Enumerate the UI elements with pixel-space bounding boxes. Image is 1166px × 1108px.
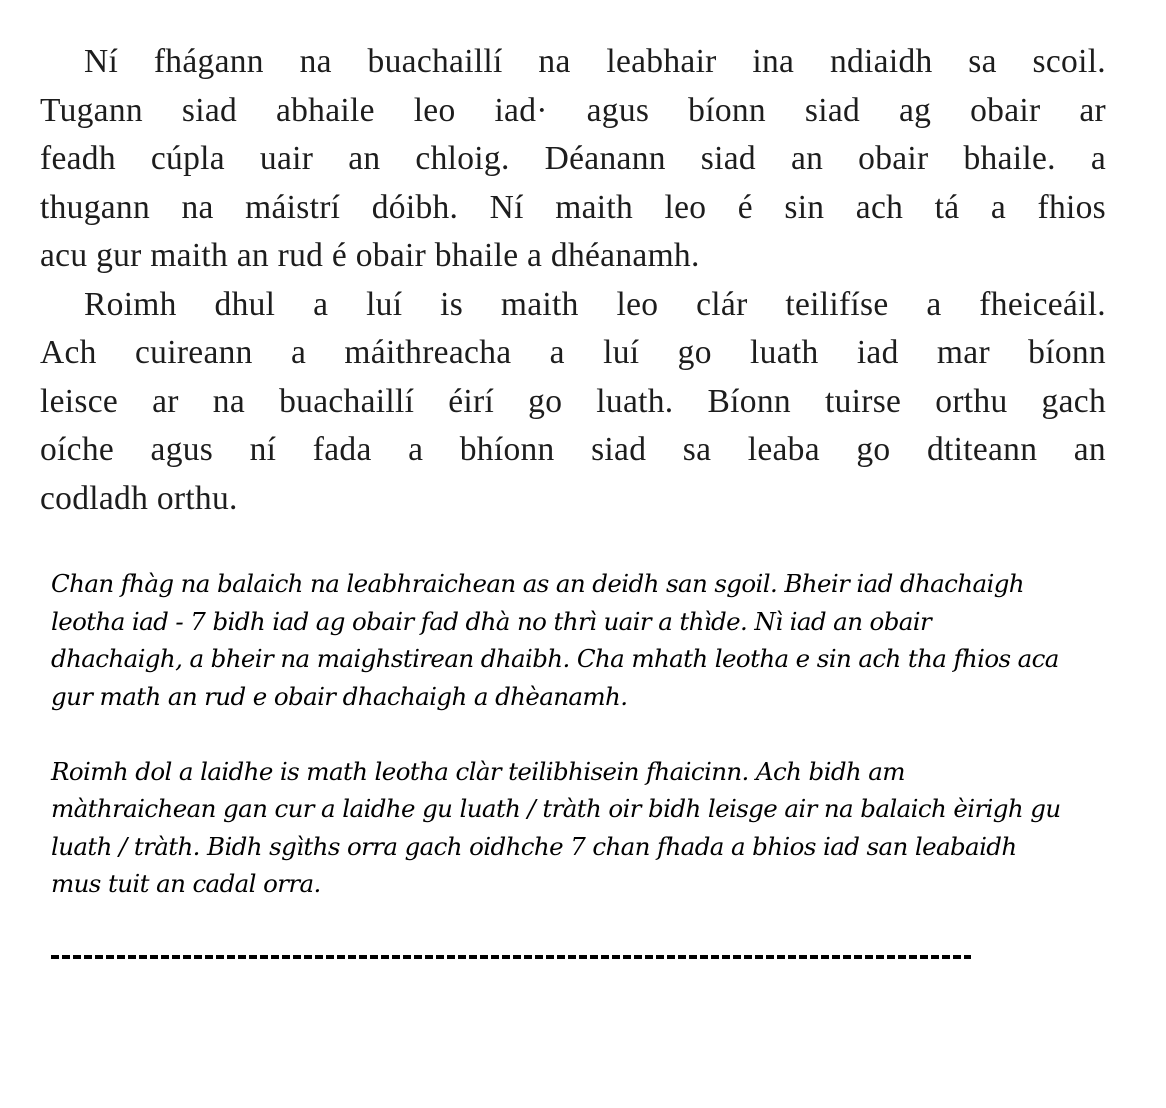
dashed-divider	[51, 951, 971, 963]
dashed-rule-line	[51, 955, 971, 959]
text-line: Chan fhàg na balaich na leabhraichean as an deidh san sgoil. Bheir iad dhachaigh	[51, 569, 1024, 598]
text-line: gur math an rud e obair dhachaigh a dhèanamh.	[51, 681, 628, 711]
text-line: luath / tràth. Bidh sgìths orra gach oidhche 7 chan fhada a bhios iad san leabaidh	[51, 831, 1017, 861]
text-line: acu gur maith an rud é obair bhaile a dhéanamh.	[40, 237, 700, 274]
gaelic-paragraph-1	[51, 565, 1151, 715]
irish-paragraph-1	[40, 38, 1106, 281]
text-line: feadh cúpla uair an chloig. Déanann siad an obair bhaile. a	[40, 140, 1106, 177]
text-line: leotha iad - 7 bidh iad ag obair fad dhà no thrì uair a thìde. Nì iad an obair	[51, 606, 932, 636]
gaelic-translation	[51, 565, 1151, 903]
text-line: oíche agus ní fada a bhíonn siad sa leaba go dtiteann an	[40, 431, 1106, 468]
irish-paragraph-2	[40, 281, 1106, 524]
text-line: thugann na máistrí dóibh. Ní maith leo é sin ach tá a fhios	[40, 188, 1106, 226]
text-line: Roimh dhul a luí is maith leo clár teilifíse a fheiceáil.	[84, 285, 1106, 323]
text-line: dhachaigh, a bheir na maighstirean dhaibh. Cha mhath leotha e sin ach tha fhios aca	[51, 644, 1059, 673]
gaelic-paragraph-2	[51, 753, 1151, 903]
irish-scanned-text	[40, 38, 1106, 523]
text-line: Ní fhágann na buachaillí na leabhair ina ndiaidh sa scoil.	[84, 43, 1106, 80]
text-line: Roimh dol a laidhe is math leotha clàr teilibhisein fhaicinn. Ach bidh am	[51, 756, 905, 786]
text-line: mus tuit an cadal orra.	[51, 869, 321, 898]
text-line: leisce ar na buachaillí éirí go luath. Bíonn tuirse orthu gach	[40, 382, 1106, 420]
text-line: màthraichean gan cur a laidhe gu luath / tràth oir bidh leisge air na balaich èirigh gu	[51, 794, 1061, 823]
text-line: Ach cuireann a máithreacha a luí go luath iad mar bíonn	[40, 334, 1106, 371]
text-line: codladh orthu.	[40, 479, 238, 517]
text-line: Tugann siad abhaile leo iad· agus bíonn siad ag obair ar	[40, 91, 1106, 129]
